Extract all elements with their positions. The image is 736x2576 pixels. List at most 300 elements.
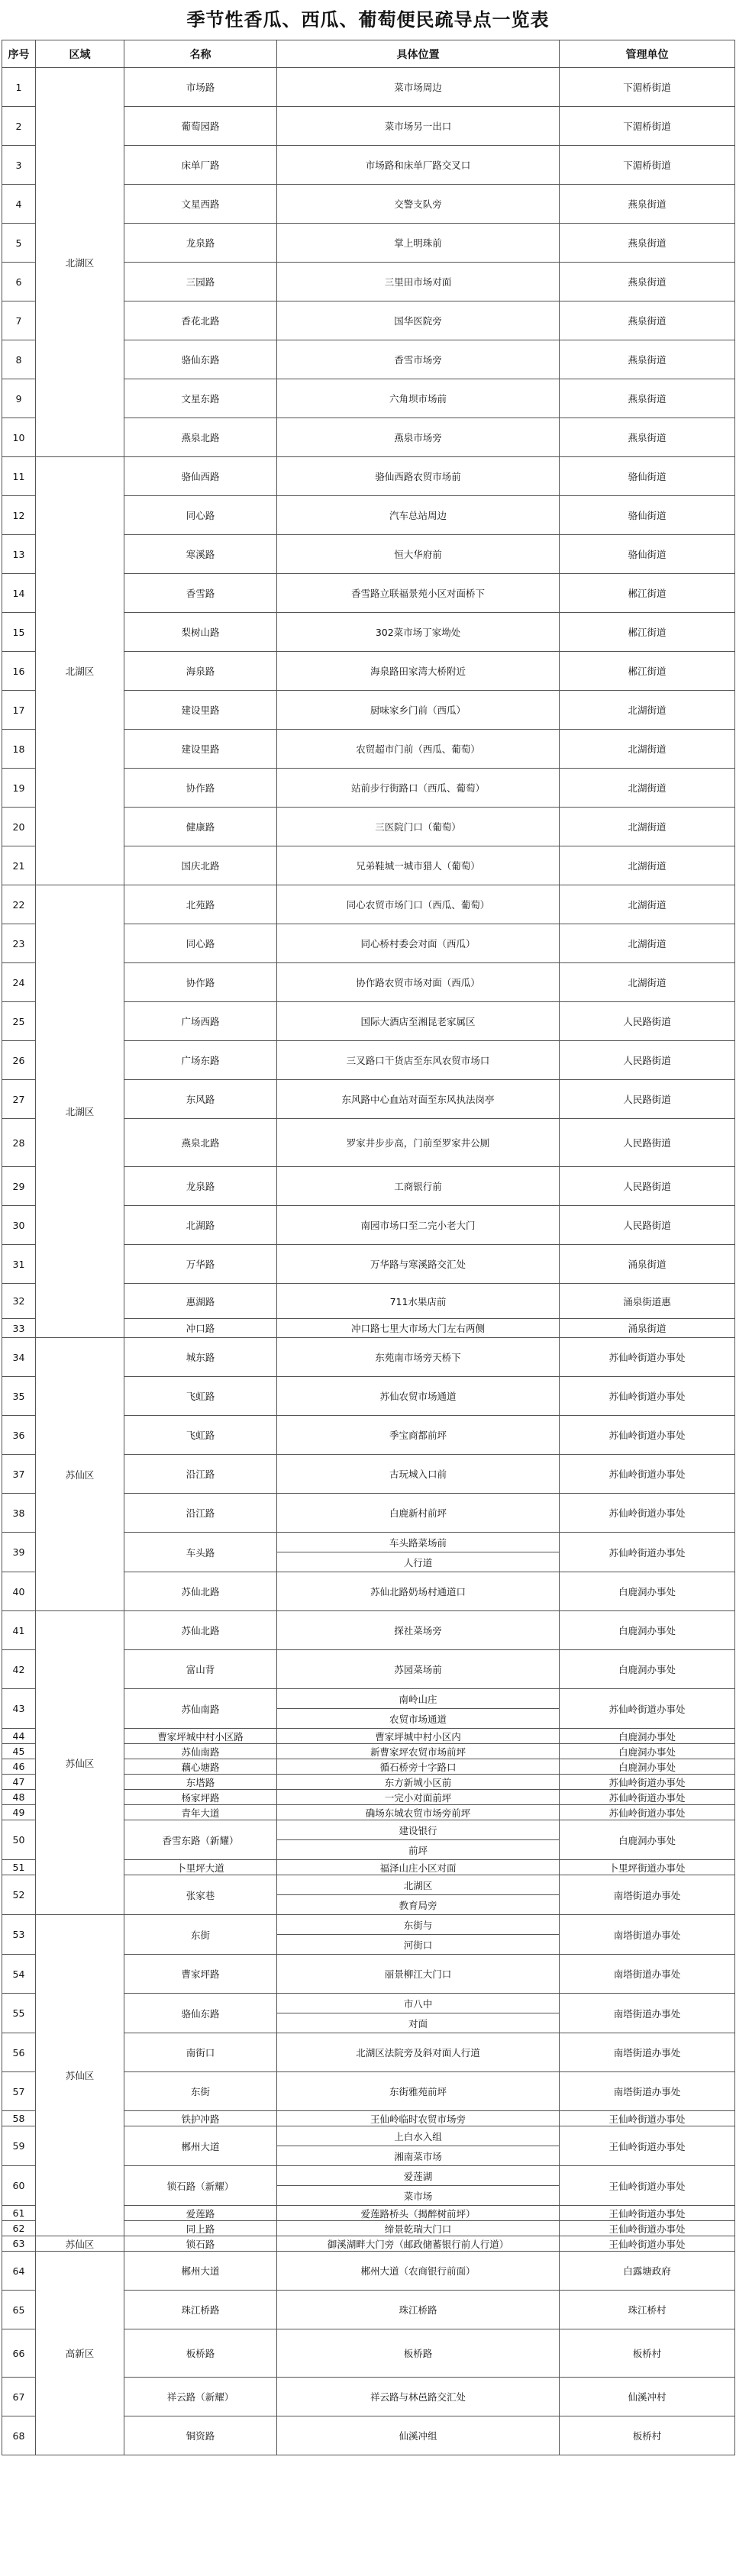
location-cell: 工商银行前 [277, 1167, 560, 1206]
unit-cell: 郴江街道 [560, 652, 735, 691]
unit-cell: 苏仙岭街道办事处 [560, 1689, 735, 1729]
location-cell: 国际大酒店至湘昆老家属区 [277, 1002, 560, 1041]
location-cell: 古玩城入口前 [277, 1455, 560, 1494]
location-cell: 东街雅苑前坪 [277, 2072, 560, 2111]
unit-cell: 下湄桥街道 [560, 107, 735, 146]
unit-cell: 北湖街道 [560, 846, 735, 885]
row-number: 25 [2, 1002, 36, 1041]
row-number: 64 [2, 2252, 36, 2291]
table-row [2, 1338, 735, 1377]
row-number: 59 [2, 2126, 36, 2166]
row-number: 45 [2, 1744, 36, 1759]
unit-cell: 王仙岭街道办事处 [560, 2111, 735, 2126]
region-cell: 苏仙区 [36, 1611, 124, 1915]
row-number: 5 [2, 224, 36, 263]
table-row [2, 1611, 735, 1650]
unit-cell: 白鹿洞办事处 [560, 1744, 735, 1759]
table-row [2, 457, 735, 496]
unit-cell: 涌泉街道惠 [560, 1284, 735, 1319]
location-cell: 新曹家坪农贸市场前坪 [277, 1744, 560, 1759]
location-cell: 季宝商都前坪 [277, 1416, 560, 1455]
name-cell: 张家巷 [124, 1875, 277, 1915]
row-number: 39 [2, 1533, 36, 1572]
unit-cell: 白鹿洞办事处 [560, 1572, 735, 1611]
row-number: 36 [2, 1416, 36, 1455]
location-cell: 循石桥旁十字路口 [277, 1759, 560, 1775]
unit-cell: 王仙岭街道办事处 [560, 2126, 735, 2166]
row-number: 32 [2, 1284, 36, 1319]
unit-cell: 南塔街道办事处 [560, 1915, 735, 1955]
unit-cell: 骆仙街道 [560, 457, 735, 496]
name-cell: 建设里路 [124, 730, 277, 769]
location-cell: 苏园菜场前 [277, 1650, 560, 1689]
row-number: 53 [2, 1915, 36, 1955]
row-number: 9 [2, 379, 36, 418]
name-cell: 北苑路 [124, 885, 277, 924]
location-cell: 王仙岭临时农贸市场旁 [277, 2111, 560, 2126]
name-cell: 苏仙北路 [124, 1611, 277, 1650]
row-number: 10 [2, 418, 36, 457]
unit-cell: 骆仙街道 [560, 535, 735, 574]
location-cell: 冲口路七里大市场大门左右两侧 [277, 1319, 560, 1338]
location-cell: 郴州大道（农商银行前面） [277, 2252, 560, 2291]
name-cell: 燕泉北路 [124, 418, 277, 457]
name-cell: 苏仙南路 [124, 1689, 277, 1729]
location-line: 北湖区 [403, 1879, 433, 1891]
table-row [2, 885, 735, 924]
unit-cell: 郴江街道 [560, 574, 735, 613]
unit-cell: 郴江街道 [560, 613, 735, 652]
location-cell: 厨味家乡门前（西瓜） [277, 691, 560, 730]
row-number: 8 [2, 340, 36, 379]
name-cell: 祥云路（新耀） [124, 2378, 277, 2416]
unit-cell: 南塔街道办事处 [560, 1955, 735, 1994]
header-cell: 序号 [2, 40, 36, 68]
name-cell: 南街口 [124, 2033, 277, 2072]
location-line: 南岭山庄 [399, 1693, 437, 1705]
row-number: 58 [2, 2111, 36, 2126]
name-cell: 东街 [124, 2072, 277, 2111]
name-cell: 梨树山路 [124, 613, 277, 652]
distribution-table [2, 40, 735, 2455]
unit-cell: 南塔街道办事处 [560, 2033, 735, 2072]
unit-cell: 苏仙岭街道办事处 [560, 1416, 735, 1455]
unit-cell: 珠江桥村 [560, 2291, 735, 2329]
name-cell: 铁护冲路 [124, 2111, 277, 2126]
unit-cell: 苏仙岭街道办事处 [560, 1533, 735, 1572]
row-number: 44 [2, 1729, 36, 1744]
location-line: 上白水入组 [394, 2130, 442, 2142]
location-line: 对面 [277, 2013, 559, 2033]
unit-cell: 苏仙岭街道办事处 [560, 1494, 735, 1533]
location-cell: 丽景柳江大门口 [277, 1955, 560, 1994]
row-number: 48 [2, 1790, 36, 1805]
unit-cell: 燕泉街道 [560, 224, 735, 263]
unit-cell: 王仙岭街道办事处 [560, 2206, 735, 2221]
unit-cell: 王仙岭街道办事处 [560, 2236, 735, 2252]
row-number: 15 [2, 613, 36, 652]
location-line: 教育局旁 [277, 1894, 559, 1914]
row-number: 34 [2, 1338, 36, 1377]
row-number: 24 [2, 963, 36, 1002]
name-cell: 苏仙南路 [124, 1744, 277, 1759]
location-cell: 交警支队旁 [277, 185, 560, 224]
name-cell: 市场路 [124, 68, 277, 107]
unit-cell: 王仙岭街道办事处 [560, 2166, 735, 2206]
row-number: 12 [2, 496, 36, 535]
location-cell [277, 1875, 560, 1915]
name-cell: 国庆北路 [124, 846, 277, 885]
row-number: 16 [2, 652, 36, 691]
row-number: 46 [2, 1759, 36, 1775]
unit-cell: 白鹿洞办事处 [560, 1729, 735, 1744]
location-cell: 珠江桥路 [277, 2291, 560, 2329]
location-cell: 国华医院旁 [277, 301, 560, 340]
row-number: 62 [2, 2221, 36, 2236]
unit-cell: 白鹿洞办事处 [560, 1759, 735, 1775]
location-cell: 菜市场周边 [277, 68, 560, 107]
location-cell: 缔景乾瑞大门口 [277, 2221, 560, 2236]
name-cell: 骆仙东路 [124, 340, 277, 379]
unit-cell: 仙溪冲村 [560, 2378, 735, 2416]
row-number: 2 [2, 107, 36, 146]
location-cell: 香雪市场旁 [277, 340, 560, 379]
name-cell: 城东路 [124, 1338, 277, 1377]
location-cell: 同心农贸市场门口（西瓜、葡萄） [277, 885, 560, 924]
name-cell: 床单厂路 [124, 146, 277, 185]
name-cell: 骆仙西路 [124, 457, 277, 496]
name-cell: 锁石路（新耀） [124, 2166, 277, 2206]
location-cell: 恒大华府前 [277, 535, 560, 574]
row-number: 7 [2, 301, 36, 340]
row-number: 61 [2, 2206, 36, 2221]
location-cell: 白鹿新村前坪 [277, 1494, 560, 1533]
row-number: 57 [2, 2072, 36, 2111]
unit-cell: 燕泉街道 [560, 340, 735, 379]
unit-cell: 涌泉街道 [560, 1245, 735, 1284]
row-number: 30 [2, 1206, 36, 1245]
name-cell: 青年大道 [124, 1805, 277, 1820]
location-cell: 祥云路与林邑路交汇处 [277, 2378, 560, 2416]
location-cell: 探社菜场旁 [277, 1611, 560, 1650]
location-line: 建设银行 [399, 1824, 437, 1836]
unit-cell: 北湖街道 [560, 691, 735, 730]
location-line: 爱莲湖 [403, 2170, 433, 2182]
row-number: 21 [2, 846, 36, 885]
name-cell: 健康路 [124, 808, 277, 846]
location-line: 河街口 [277, 1934, 559, 1954]
location-cell: 罗家井步步高，门前至罗家井公厕 [277, 1119, 560, 1167]
row-number: 66 [2, 2329, 36, 2378]
name-cell: 同上路 [124, 2221, 277, 2236]
unit-cell: 南塔街道办事处 [560, 1994, 735, 2033]
location-cell [277, 2166, 560, 2206]
region-cell: 北湖区 [36, 885, 124, 1338]
table-row [2, 1915, 735, 1955]
location-cell: 菜市场另一出口 [277, 107, 560, 146]
row-number: 17 [2, 691, 36, 730]
location-cell: 三里田市场对面 [277, 263, 560, 301]
location-cell: 一完小对面前坪 [277, 1790, 560, 1805]
row-number: 6 [2, 263, 36, 301]
name-cell: 惠湖路 [124, 1284, 277, 1319]
unit-cell: 板桥村 [560, 2416, 735, 2455]
name-cell: 珠江桥路 [124, 2291, 277, 2329]
location-cell: 掌上明珠前 [277, 224, 560, 263]
table-header-row [2, 40, 735, 68]
location-cell: 板桥路 [277, 2329, 560, 2378]
location-cell: 福泽山庄小区对面 [277, 1860, 560, 1875]
name-cell: 广场西路 [124, 1002, 277, 1041]
row-number: 41 [2, 1611, 36, 1650]
unit-cell: 下湄桥街道 [560, 146, 735, 185]
name-cell: 海泉路 [124, 652, 277, 691]
unit-cell: 人民路街道 [560, 1167, 735, 1206]
location-cell: 三医院门口（葡萄） [277, 808, 560, 846]
unit-cell: 骆仙街道 [560, 496, 735, 535]
name-cell: 冲口路 [124, 1319, 277, 1338]
name-cell: 香雪东路（新耀） [124, 1820, 277, 1860]
location-cell: 香雪路立联福景苑小区对面桥下 [277, 574, 560, 613]
unit-cell: 人民路街道 [560, 1206, 735, 1245]
unit-cell: 白鹿洞办事处 [560, 1820, 735, 1860]
location-line: 前坪 [277, 1839, 559, 1859]
row-number: 14 [2, 574, 36, 613]
name-cell: 沿江路 [124, 1455, 277, 1494]
location-cell: 302菜市场丁家坳处 [277, 613, 560, 652]
unit-cell: 王仙岭街道办事处 [560, 2221, 735, 2236]
name-cell: 曹家坪城中村小区路 [124, 1729, 277, 1744]
location-cell: 爱莲路桥头（揭醉树前坪） [277, 2206, 560, 2221]
location-line: 人行道 [277, 1552, 559, 1572]
unit-cell: 北湖街道 [560, 808, 735, 846]
region-cell: 北湖区 [36, 457, 124, 885]
unit-cell: 涌泉街道 [560, 1319, 735, 1338]
location-cell: 东风路中心血站对面至东风执法岗亭 [277, 1080, 560, 1119]
name-cell: 曹家坪路 [124, 1955, 277, 1994]
row-number: 28 [2, 1119, 36, 1167]
row-number: 51 [2, 1860, 36, 1875]
table-row [2, 2236, 735, 2252]
unit-cell: 苏仙岭街道办事处 [560, 1775, 735, 1790]
name-cell: 广场东路 [124, 1041, 277, 1080]
location-cell [277, 2126, 560, 2166]
name-cell: 藕心塘路 [124, 1759, 277, 1775]
unit-cell: 人民路街道 [560, 1080, 735, 1119]
unit-cell: 苏仙岭街道办事处 [560, 1455, 735, 1494]
page-title: 季节性香瓜、西瓜、葡萄便民疏导点一览表 [186, 8, 550, 31]
unit-cell: 北湖街道 [560, 924, 735, 963]
unit-cell: 苏仙岭街道办事处 [560, 1338, 735, 1377]
name-cell: 香雪路 [124, 574, 277, 613]
unit-cell: 人民路街道 [560, 1119, 735, 1167]
name-cell: 车头路 [124, 1533, 277, 1572]
unit-cell: 燕泉街道 [560, 185, 735, 224]
unit-cell: 苏仙岭街道办事处 [560, 1790, 735, 1805]
location-cell: 协作路农贸市场对面（西瓜） [277, 963, 560, 1002]
name-cell: 杨家坪路 [124, 1790, 277, 1805]
location-cell: 确场东城农贸市场旁前坪 [277, 1805, 560, 1820]
unit-cell: 燕泉街道 [560, 263, 735, 301]
row-number: 18 [2, 730, 36, 769]
name-cell: 飞虹路 [124, 1377, 277, 1416]
name-cell: 建设里路 [124, 691, 277, 730]
row-number: 11 [2, 457, 36, 496]
name-cell: 东风路 [124, 1080, 277, 1119]
location-cell: 南园市场口至二完小老大门 [277, 1206, 560, 1245]
name-cell: 葡萄园路 [124, 107, 277, 146]
name-cell: 郴州大道 [124, 2252, 277, 2291]
unit-cell: 白露塘政府 [560, 2252, 735, 2291]
unit-cell: 燕泉街道 [560, 418, 735, 457]
row-number: 52 [2, 1875, 36, 1915]
region-cell: 苏仙区 [36, 2236, 124, 2252]
name-cell: 苏仙北路 [124, 1572, 277, 1611]
name-cell: 板桥路 [124, 2329, 277, 2378]
location-cell: 711水果店前 [277, 1284, 560, 1319]
location-cell: 海泉路田家湾大桥附近 [277, 652, 560, 691]
unit-cell: 燕泉街道 [560, 379, 735, 418]
row-number: 56 [2, 2033, 36, 2072]
row-number: 49 [2, 1805, 36, 1820]
unit-cell: 北湖街道 [560, 963, 735, 1002]
unit-cell: 人民路街道 [560, 1002, 735, 1041]
location-cell: 市场路和床单厂路交叉口 [277, 146, 560, 185]
header-cell: 管理单位 [560, 40, 735, 68]
unit-cell: 燕泉街道 [560, 301, 735, 340]
unit-cell: 白鹿洞办事处 [560, 1650, 735, 1689]
row-number: 54 [2, 1955, 36, 1994]
name-cell: 北湖路 [124, 1206, 277, 1245]
row-number: 35 [2, 1377, 36, 1416]
name-cell: 铜资路 [124, 2416, 277, 2455]
location-cell: 三叉路口干货店至东风农贸市场口 [277, 1041, 560, 1080]
name-cell: 卜里坪大道 [124, 1860, 277, 1875]
unit-cell: 南塔街道办事处 [560, 2072, 735, 2111]
location-cell: 仙溪冲组 [277, 2416, 560, 2455]
name-cell: 寒溪路 [124, 535, 277, 574]
unit-cell: 苏仙岭街道办事处 [560, 1805, 735, 1820]
row-number: 63 [2, 2236, 36, 2252]
row-number: 27 [2, 1080, 36, 1119]
region-cell: 苏仙区 [36, 1338, 124, 1611]
header-cell: 具体位置 [277, 40, 560, 68]
row-number: 22 [2, 885, 36, 924]
unit-cell: 北湖街道 [560, 769, 735, 808]
location-cell: 骆仙西路农贸市场前 [277, 457, 560, 496]
name-cell: 文星西路 [124, 185, 277, 224]
name-cell: 万华路 [124, 1245, 277, 1284]
name-cell: 协作路 [124, 769, 277, 808]
location-cell: 东方新城小区前 [277, 1775, 560, 1790]
name-cell: 爱莲路 [124, 2206, 277, 2221]
unit-cell: 白鹿洞办事处 [560, 1611, 735, 1650]
name-cell: 燕泉北路 [124, 1119, 277, 1167]
region-cell: 高新区 [36, 2252, 124, 2455]
row-number: 50 [2, 1820, 36, 1860]
location-cell: 兄弟鞋城一城市猎人（葡萄） [277, 846, 560, 885]
row-number: 23 [2, 924, 36, 963]
location-cell: 北湖区法院旁及斜对面人行道 [277, 2033, 560, 2072]
row-number: 67 [2, 2378, 36, 2416]
name-cell: 同心路 [124, 496, 277, 535]
row-number: 55 [2, 1994, 36, 2033]
header-cell: 名称 [124, 40, 277, 68]
row-number: 29 [2, 1167, 36, 1206]
name-cell: 沿江路 [124, 1494, 277, 1533]
row-number: 42 [2, 1650, 36, 1689]
location-cell: 万华路与寒溪路交汇处 [277, 1245, 560, 1284]
row-number: 43 [2, 1689, 36, 1729]
row-number: 31 [2, 1245, 36, 1284]
name-cell: 龙泉路 [124, 224, 277, 263]
location-line: 农贸市场通道 [277, 1708, 559, 1728]
unit-cell: 苏仙岭街道办事处 [560, 1377, 735, 1416]
location-cell [277, 1820, 560, 1860]
name-cell: 郴州大道 [124, 2126, 277, 2166]
name-cell: 东塔路 [124, 1775, 277, 1790]
unit-cell: 北湖街道 [560, 730, 735, 769]
location-cell: 农贸超市门前（西瓜、葡萄） [277, 730, 560, 769]
row-number: 19 [2, 769, 36, 808]
location-cell: 汽车总站周边 [277, 496, 560, 535]
location-cell: 苏仙农贸市场通道 [277, 1377, 560, 1416]
table-row [2, 2252, 735, 2291]
row-number: 65 [2, 2291, 36, 2329]
row-number: 38 [2, 1494, 36, 1533]
row-number: 33 [2, 1319, 36, 1338]
unit-cell: 下湄桥街道 [560, 68, 735, 107]
name-cell: 协作路 [124, 963, 277, 1002]
row-number: 40 [2, 1572, 36, 1611]
table-row [2, 68, 735, 107]
row-number: 47 [2, 1775, 36, 1790]
name-cell: 富山背 [124, 1650, 277, 1689]
row-number: 4 [2, 185, 36, 224]
name-cell: 骆仙东路 [124, 1994, 277, 2033]
location-line: 市八中 [403, 1997, 433, 2010]
name-cell: 文星东路 [124, 379, 277, 418]
location-line: 东街与 [403, 1919, 433, 1931]
location-cell: 御溪湖畔大门旁（邮政储蓄银行前人行道） [277, 2236, 560, 2252]
row-number: 37 [2, 1455, 36, 1494]
row-number: 13 [2, 535, 36, 574]
location-cell: 东苑南市场旁天桥下 [277, 1338, 560, 1377]
name-cell: 锁石路 [124, 2236, 277, 2252]
name-cell: 香花北路 [124, 301, 277, 340]
location-cell: 站前步行街路口（西瓜、葡萄） [277, 769, 560, 808]
location-line: 车头路菜场前 [389, 1536, 447, 1549]
location-cell: 苏仙北路奶场村通道口 [277, 1572, 560, 1611]
name-cell: 龙泉路 [124, 1167, 277, 1206]
location-cell [277, 1689, 560, 1729]
unit-cell: 卜里坪街道办事处 [560, 1860, 735, 1875]
table-body [2, 68, 735, 2455]
location-cell [277, 1915, 560, 1955]
name-cell: 东街 [124, 1915, 277, 1955]
region-cell: 北湖区 [36, 68, 124, 457]
row-number: 3 [2, 146, 36, 185]
location-line: 湘南菜市场 [277, 2146, 559, 2165]
unit-cell: 南塔街道办事处 [560, 1875, 735, 1915]
row-number: 1 [2, 68, 36, 107]
location-cell: 六角坝市场前 [277, 379, 560, 418]
location-cell: 曹家坪城中村小区内 [277, 1729, 560, 1744]
unit-cell: 人民路街道 [560, 1041, 735, 1080]
header-cell: 区域 [36, 40, 124, 68]
location-cell: 同心桥村委会对面（西瓜） [277, 924, 560, 963]
row-number: 60 [2, 2166, 36, 2206]
